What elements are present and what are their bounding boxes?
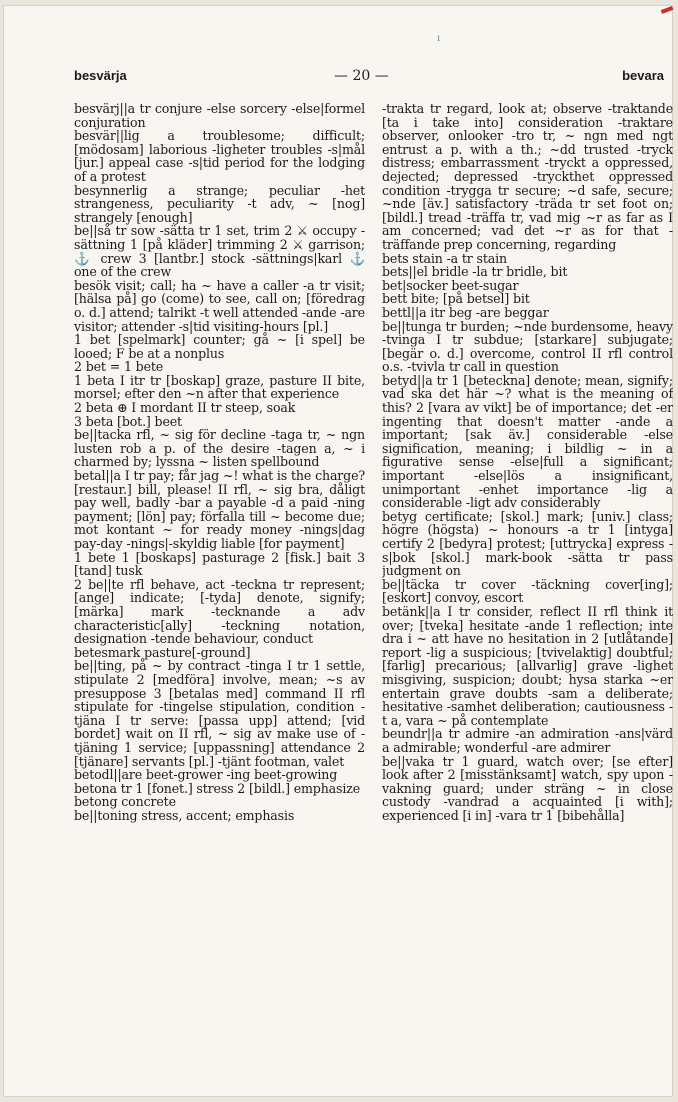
entry: betyd||a tr 1 [beteckna] denote; mean, signify; vad ska det här ~? what is the meaning of this? 2 [vara av vikt] be of importance; det -er ingenting that doesn't matter -ande a important; [sak äv.] considerable -else signification, meaning; i bildlig ~ in a figurative sense -else|full a significant; important -else|lös a insignificant, unimportant -enhet importance -lig a considerable -ligt adv considerably [382,372,673,511]
header-first-word: besvärja [74,68,127,83]
corner-tab [661,6,674,14]
entry: 1 bete 1 [boskaps] pasturage 2 [fisk.] bait 3 [tand] tusk [74,549,365,579]
entry: betodl||are beet-grower -ing beet-growing [74,767,338,783]
entry: be||ting, på ~ by contract -tinga I tr 1 settle, stipulate 2 [medföra] involve, mean; ~s av presuppose 3 [betalas med] command II rfl stipulate for -tingelse stipulation, condition -tjäna I tr serve: [passa upp] attend; [vid bordet] wait on II rfl, ~ sig av make use of -tjäning 1 service; [uppassning] attendance 2 [tjänare] servants [pl.] -tjänt footman, valet [74,658,365,769]
entry: be||tacka rfl, ~ sig för decline -taga tr, ~ ngn lusten rob a p. of the desire -tagen a, ~ i charmed by; lyssna ~ listen spellbound [74,427,365,470]
entry: -trakta tr regard, look at; observe -traktande [ta i take into] consideration -traktare observer, onlooker -tro tr, ~ ngn med ngt entrust a p. with a th.; ~dd trusted -tryck distress; embarrassment -tryckt a oppressed, dejected; depressed -tryckthet oppressed condition -trygga tr secure; ~d safe, secure; ~nde [äv.] satisfactory -träda tr set foot on; [bildl.] tread -träffa tr, vad mig ~r as far as I am concerned; vad det ~r as for that -träffande prep concerning, regarding [382,102,673,252]
entry: 2 bet = 1 bete [74,359,164,375]
entry: 1 beta I itr tr [boskap] graze, pasture II bite, morsel; efter den ~n after that experience [74,372,365,402]
entry: bets||el bridle -la tr bridle, bit [382,264,568,280]
running-header [74,68,664,90]
entry: bet|socker beet-sugar [382,277,519,293]
entry: 1 bet [spelmark] counter; gå ~ [i spel] be looed; F be at a nonplus [74,332,365,361]
entry: betal||a I tr pay; får jag ~! what is the charge? [restaur.] bill, please! II rfl, ~ sig bra, dåligt pay well, badly -bar a payable -d a paid -ning payment; [lön] pay; förfalla till ~ become due; mot kontant ~ for ready money -nings|dag pay-day -nings|-skyldig liable [for payment] [74,468,365,551]
entry: be||så tr sow -sätta tr 1 set, trim 2 ⚔ occupy -sättning 1 [på kläder] trimming 2 ⚔ garrison; ⚓ crew 3 [lantbr.] stock -sättnings|karl ⚓ one of the crew [74,223,365,280]
dictionary-page [4,6,672,1096]
entry: besvärj||a tr conjure -else sorcery -else|formel conjuration [74,102,365,130]
entry: bett bite; [på betsel] bit [382,291,530,307]
page-number: — 20 — [334,68,389,84]
entry: 2 beta ⊕ I mordant II tr steep, soak [74,400,296,416]
right-column [382,102,673,1022]
entry: be||tunga tr burden; ~nde burdensome, heavy -tvinga I tr subdue; [starkare] subjugate; [begär o. d.] overcome, control II rfl control o.s. -tvivla tr call in question [382,318,673,375]
corner-mark: ı [437,33,441,44]
entry: besynnerlig a strange; peculiar -het strangeness, peculiarity -t adv, ~ [nog] strangely [enough] [74,182,365,225]
entry: betona tr 1 [fonet.] stress 2 [bildl.] emphasize [74,780,361,796]
entry: betänk||a I tr consider, reflect II rfl think it over; [tveka] hesitate -ande 1 reflection; inte dra i ~ att have no hesitation in 2 [utlåtande] report -lig a suspicious; [tvivelaktig] doubtful; [farlig] precarious; [allvarlig] grave -lighet misgiving, suspicion; doubt; hysa starka ~er entertain grave doubts -sam a deliberate; hesitative -samhet deliberation; cautiousness -t a, vara ~ på contemplate [382,603,673,728]
entry: bets stain -a tr stain [382,250,507,266]
entry: besök visit; call; ha ~ have a caller -a tr visit; [hälsa på] go (come) to see, call on; [föredrag o. d.] attend; talrikt -t well attended -ande -are visitor; attender -s|tid visiting-hours [pl.] [74,277,365,334]
left-column [74,102,365,1022]
entry: be||vaka tr 1 guard, watch over; [se efter] look after 2 [misstänksamt] watch, spy upon -vakning guard; under sträng ~ in close custody -vandrad a acquainted [i with]; experienced [i in] -vara tr 1 [bibehålla] [382,753,673,823]
entry: betyg certificate; [skol.] mark; [univ.] class; högre (högsta) ~ honours -a tr 1 [intyga] certify 2 [bedyra] protest; [uttrycka] express -s|bok [skol.] mark-book -sätta tr pass judgment on [382,508,673,579]
entry: beundr||a tr admire -an admiration -ans|värd a admirable; wonderful -are admirer [382,726,673,755]
entry: bettl||a itr beg -are beggar [382,304,549,320]
header-last-word: bevara [622,68,664,83]
entry: betong concrete [74,794,176,810]
entry: 2 be||te rfl behave, act -teckna tr represent; [ange] indicate; [-tyda] denote, signify; [märka] mark -tecknande a adv characteristic[ally] -teckning notation, designation -tende behaviour, conduct [74,576,365,647]
entry: 3 beta [bot.] beet [74,413,182,429]
entry: besvär||lig a troublesome; difficult; [mödosam] laborious -ligheter troubles -s|mål [jur.] appeal case -s|tid period for the lodging of a protest [74,128,365,184]
entry: betesmark pasture[-ground] [74,644,251,660]
entry: be||toning stress, accent; emphasis [74,807,295,823]
entry: be||täcka tr cover -täckning cover[ing]; [eskort] convoy, escort [382,576,673,606]
